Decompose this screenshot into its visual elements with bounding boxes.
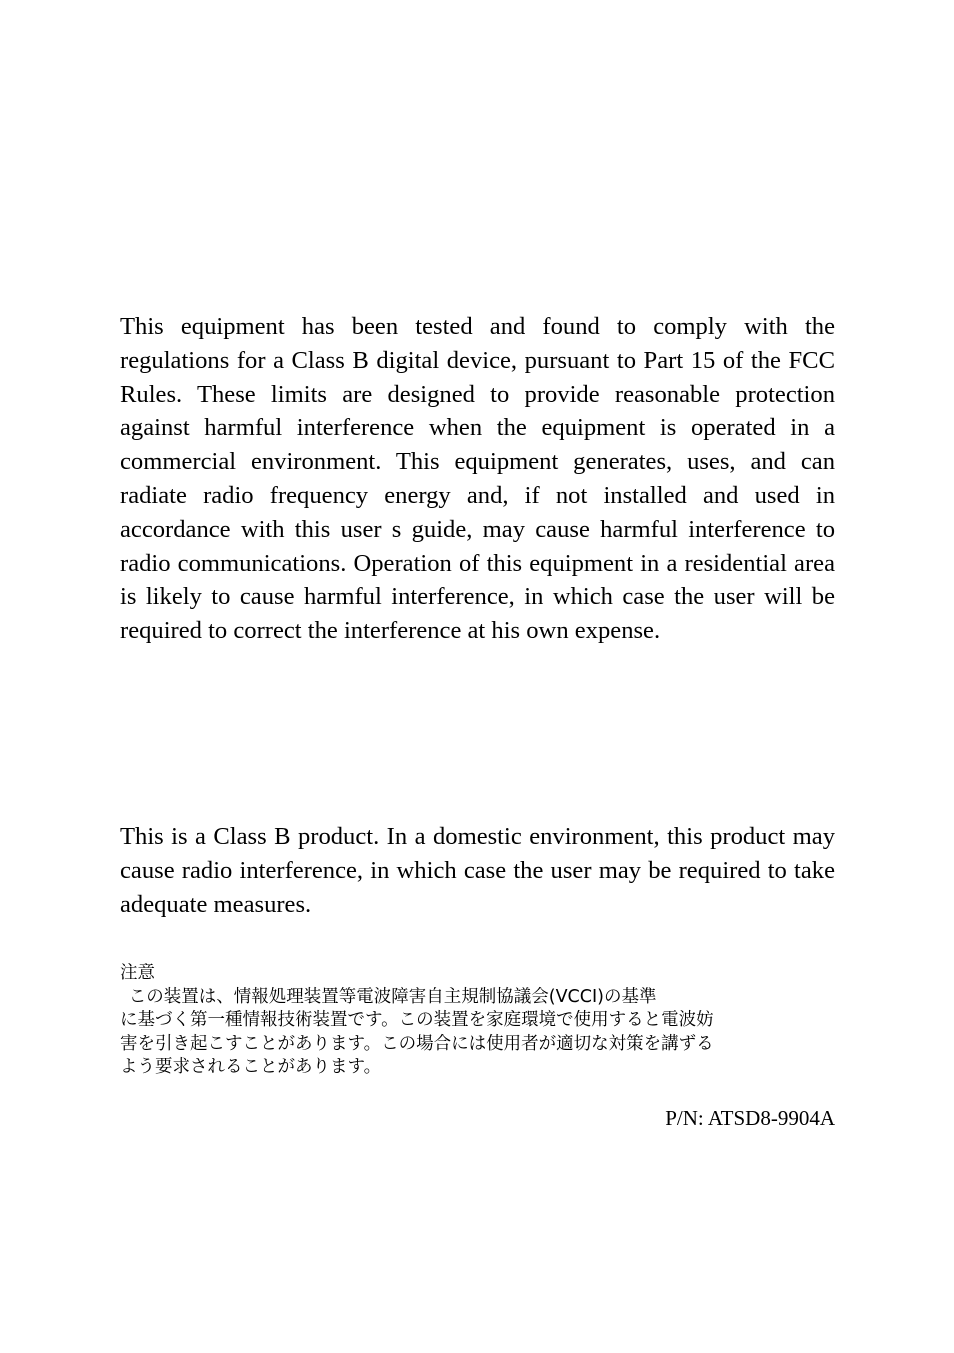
vcci-line: よう要求されることがあります。: [120, 1057, 382, 1077]
vcci-notice: [120, 962, 840, 1080]
vcci-body: [120, 986, 840, 1080]
part-number: P/N: ATSD8-9904A: [665, 1106, 835, 1130]
vcci-line: に基づく第一種情報技術装置です。この装置を家庭環境で使用すると電波妨: [120, 1010, 714, 1030]
class-b-product-paragraph: This is a Class B product. In a domestic environment, this product may cause radio interference, in which case the user may be required to take adequate measures.: [120, 823, 835, 918]
vcci-line: 害を引き起こすことがあります。この場合には使用者が適切な対策を講ずる: [120, 1033, 714, 1054]
fcc-compliance-paragraph: This equipment has been tested and found to comply with the regulations for a Class B digital device, pursuant to Part 15 of the FCC Rules. These limits are designed to provide reasonable protection against harmful interference when the equipment is operated in a commercial environment. This equipment generates, uses, and can radiate radio frequency energy and, if not installed and used in accordance with this user s guide, may cause harmful interference to radio communications. Operation of this equipment in a residential area is likely to cause harmful interference, in which case the user will be required to correct the interference at his own expense.: [120, 313, 835, 645]
vcci-line: この装置は、情報処理装置等電波障害自主規制協議会(VCCI)の基準: [128, 986, 657, 1007]
vcci-heading: 注意: [120, 963, 155, 983]
